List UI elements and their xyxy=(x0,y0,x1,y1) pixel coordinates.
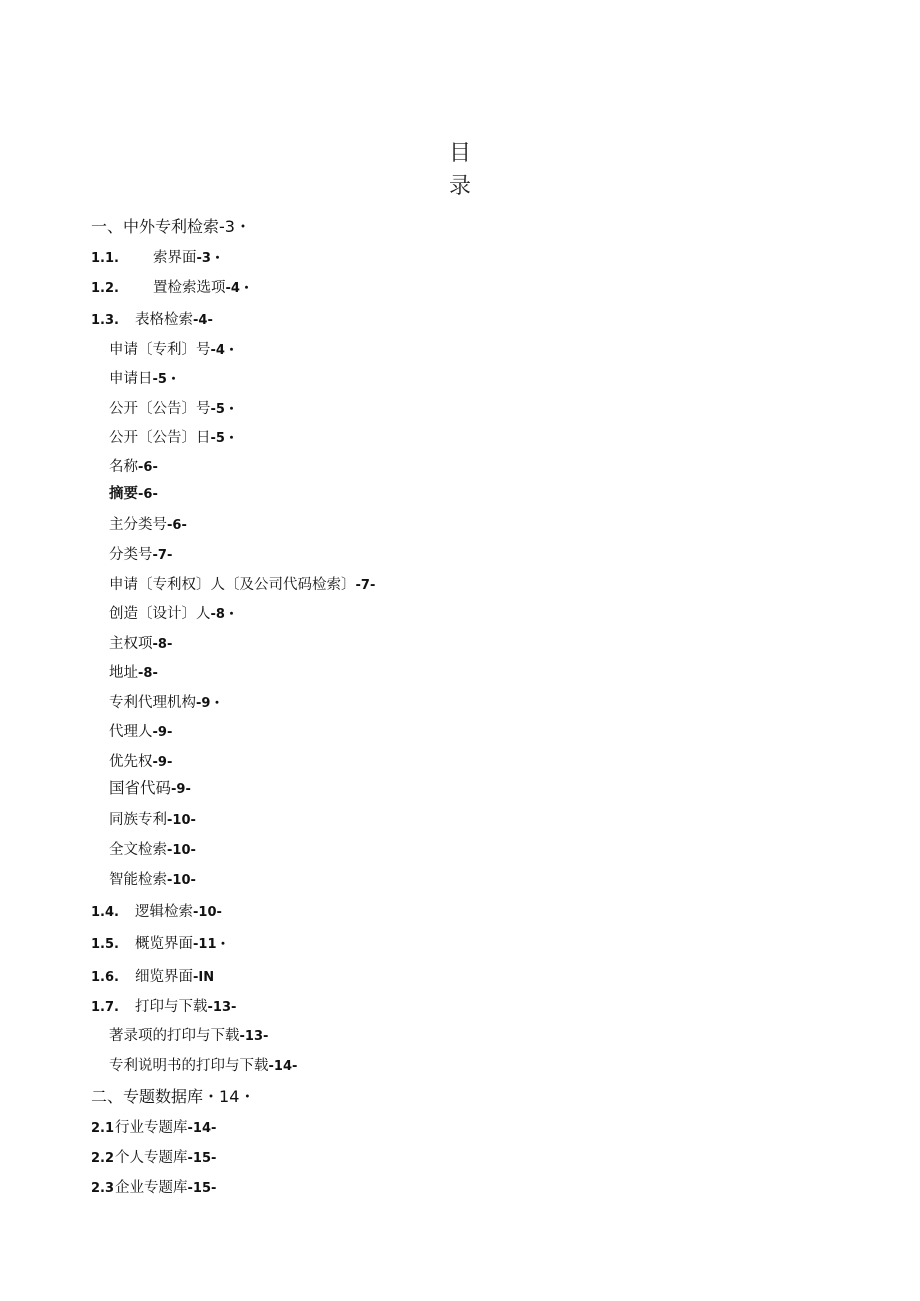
toc-entry-page: -3・ xyxy=(219,217,251,236)
toc-entry-text: 分类号 xyxy=(109,547,153,563)
toc-entry-page: -4・ xyxy=(210,343,238,358)
toc-entry-applicant[interactable] xyxy=(109,578,375,593)
toc-entry-page: -9・ xyxy=(196,696,224,711)
toc-entry-agent[interactable] xyxy=(109,725,172,740)
toc-entry-page: -8・ xyxy=(210,607,238,622)
toc-entry-text: 国省代码 xyxy=(109,779,172,797)
toc-entry-name[interactable] xyxy=(109,460,158,475)
toc-entry-text: 公开〔公告〕日 xyxy=(109,430,211,446)
toc-entry-number: 1.1. xyxy=(91,251,119,266)
toc-entry-page: -5・ xyxy=(152,372,180,387)
toc-entry-specification-print[interactable] xyxy=(109,1059,297,1074)
toc-entry-text: 二、专题数据库 xyxy=(91,1087,204,1106)
toc-entry-text: 打印与下载 xyxy=(135,999,208,1015)
toc-entry-text: 全文检索 xyxy=(109,842,167,858)
toc-entry-page: -5・ xyxy=(210,431,238,446)
toc-entry-page: -9- xyxy=(171,782,191,797)
toc-entry-text: 创造〔设计〕人 xyxy=(109,606,211,622)
toc-entry-fulltext-search[interactable] xyxy=(109,843,196,858)
toc-entry-text: 专利说明书的打印与下载 xyxy=(109,1058,269,1074)
toc-entry-page: -8- xyxy=(152,637,173,652)
toc-entry-1-5[interactable] xyxy=(91,937,230,952)
toc-entry-number: 1.6. xyxy=(91,970,119,985)
toc-entry-page: -10- xyxy=(167,873,196,888)
toc-entry-text: 置检索选项 xyxy=(153,280,226,296)
toc-entry-text: 著录项的打印与下载 xyxy=(109,1028,240,1044)
toc-entry-page: -9- xyxy=(152,725,173,740)
toc-entry-text: 概览界面 xyxy=(135,936,193,952)
toc-entry-page: -10- xyxy=(193,905,222,920)
toc-entry-application-date[interactable] xyxy=(109,372,180,387)
toc-entry-page: -14- xyxy=(187,1121,217,1136)
toc-entry-number: 1.4. xyxy=(91,905,119,920)
toc-entry-page: -9- xyxy=(152,755,173,770)
toc-entry-2-3[interactable] xyxy=(91,1181,216,1196)
toc-entry-text: 申请〔专利〕号 xyxy=(109,342,211,358)
toc-entry-text: 个人专题库 xyxy=(115,1150,188,1166)
toc-entry-page: -15- xyxy=(187,1151,217,1166)
toc-entry-section-2[interactable] xyxy=(91,1089,255,1105)
toc-entry-patent-agency[interactable] xyxy=(109,696,223,711)
toc-entry-classification[interactable] xyxy=(109,548,172,563)
toc-entry-page: -IN xyxy=(193,970,215,985)
toc-entry-priority[interactable] xyxy=(109,755,172,770)
toc-entry-1-7[interactable] xyxy=(91,1000,236,1015)
toc-entry-text: 代理人 xyxy=(109,724,153,740)
toc-entry-abstract[interactable] xyxy=(109,487,158,502)
toc-entry-page: -11・ xyxy=(193,937,230,952)
toc-entry-text: 行业专题库 xyxy=(115,1120,188,1136)
toc-entry-address[interactable] xyxy=(109,666,158,681)
toc-entry-main-claim[interactable] xyxy=(109,637,172,652)
toc-entry-page: -6- xyxy=(138,487,158,502)
toc-entry-2-1[interactable] xyxy=(91,1121,216,1136)
toc-entry-number: 1.3. xyxy=(91,313,119,328)
toc-entry-text: 摘要 xyxy=(109,486,138,502)
toc-entry-page: -7- xyxy=(355,578,376,593)
toc-entry-number: 2.3 xyxy=(91,1181,115,1196)
toc-entry-page: -8- xyxy=(138,666,158,681)
toc-entry-main-classification[interactable] xyxy=(109,518,187,533)
toc-entry-page: -3・ xyxy=(196,251,224,266)
toc-entry-page: -6- xyxy=(167,518,187,533)
toc-entry-text: 细览界面 xyxy=(135,969,193,985)
toc-entry-page: -4・ xyxy=(225,281,253,296)
toc-entry-text: 专利代理机构 xyxy=(109,695,196,711)
toc-entry-number: 1.2. xyxy=(91,281,119,296)
toc-entry-number: 1.5. xyxy=(91,937,119,952)
toc-entry-page: -13- xyxy=(207,1000,237,1015)
toc-entry-number: 2.1 xyxy=(91,1121,115,1136)
toc-entry-text: 申请日 xyxy=(109,371,153,387)
toc-entry-text: 地址 xyxy=(109,665,138,681)
toc-entry-page: -14- xyxy=(268,1059,298,1074)
toc-entry-publication-date[interactable] xyxy=(109,431,238,446)
toc-entry-page: -4- xyxy=(193,313,213,328)
toc-entry-page: -10- xyxy=(167,813,196,828)
toc-entry-text: 优先权 xyxy=(109,754,153,770)
toc-entry-text: 表格检索 xyxy=(135,312,193,328)
toc-entry-text: 一、中外专利检索 xyxy=(91,217,220,236)
toc-entry-text: 索界面 xyxy=(153,250,197,266)
toc-entry-1-6[interactable] xyxy=(91,970,214,985)
toc-entry-page: -5・ xyxy=(210,402,238,417)
toc-entry-page: -10- xyxy=(167,843,196,858)
toc-entry-text: 智能检索 xyxy=(109,872,167,888)
toc-title-line1: 目 xyxy=(448,141,471,166)
toc-entry-page: -6- xyxy=(138,460,158,475)
toc-entry-page: ・14・ xyxy=(203,1087,256,1106)
toc-entry-patent-family[interactable] xyxy=(109,813,196,828)
toc-entry-1-2[interactable] xyxy=(91,281,253,296)
toc-entry-text: 企业专题库 xyxy=(115,1180,188,1196)
toc-entry-inventor[interactable] xyxy=(109,607,238,622)
toc-entry-page: -13- xyxy=(239,1029,269,1044)
toc-entry-1-4[interactable] xyxy=(91,905,222,920)
toc-entry-text: 主权项 xyxy=(109,636,153,652)
toc-entry-text: 名称 xyxy=(109,459,138,475)
toc-entry-2-2[interactable] xyxy=(91,1151,216,1166)
toc-entry-bibliographic-print[interactable] xyxy=(109,1029,268,1044)
toc-entry-number: 2.2 xyxy=(91,1151,115,1166)
toc-entry-1-3[interactable] xyxy=(91,313,213,328)
toc-entry-text: 同族专利 xyxy=(109,812,167,828)
toc-entry-section-1[interactable] xyxy=(91,219,251,235)
toc-entry-number: 1.7. xyxy=(91,1000,119,1015)
toc-entry-1-1[interactable] xyxy=(91,251,224,266)
toc-entry-text: 申请〔专利权〕人〔及公司代码检索〕 xyxy=(109,577,356,593)
toc-entry-text: 公开〔公告〕号 xyxy=(109,401,211,417)
toc-entry-page: -15- xyxy=(187,1181,217,1196)
toc-entry-page: -7- xyxy=(152,548,173,563)
toc-title-line2: 录 xyxy=(448,174,471,199)
toc-entry-smart-search[interactable] xyxy=(109,873,196,888)
toc-entry-application-number[interactable] xyxy=(109,343,238,358)
toc-entry-text: 逻辑检索 xyxy=(135,904,193,920)
toc-entry-publication-number[interactable] xyxy=(109,402,238,417)
toc-entry-province-code[interactable] xyxy=(109,781,191,797)
toc-entry-text: 主分类号 xyxy=(109,517,167,533)
